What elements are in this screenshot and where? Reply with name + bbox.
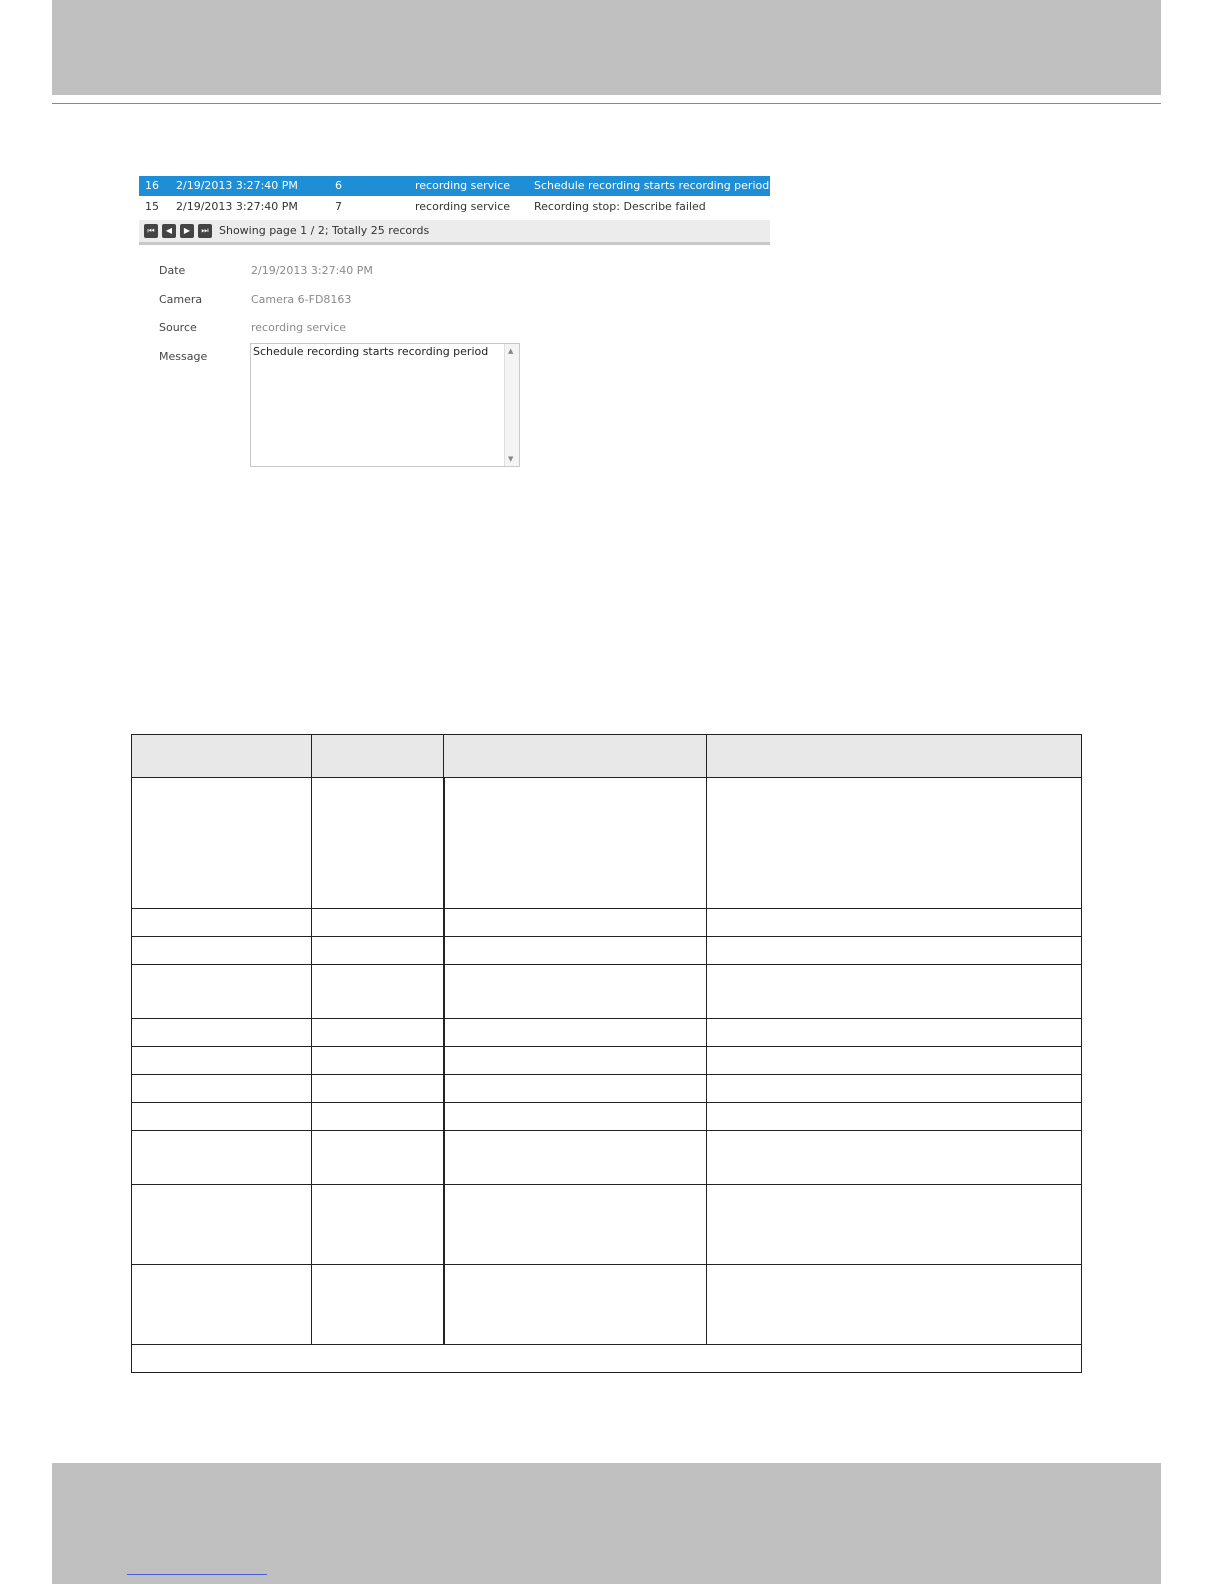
table-cell bbox=[132, 937, 312, 965]
table-cell bbox=[444, 965, 707, 1019]
table-cell bbox=[444, 937, 707, 965]
table-row bbox=[132, 1103, 1082, 1131]
table-cell bbox=[707, 1131, 1082, 1185]
table-cell bbox=[707, 1103, 1082, 1131]
next-page-icon[interactable]: ▶ bbox=[180, 224, 194, 238]
table-cell bbox=[312, 1075, 444, 1103]
first-page-icon[interactable]: ⏮ bbox=[144, 224, 158, 238]
table-cell bbox=[132, 909, 312, 937]
scroll-up-icon[interactable]: ▲ bbox=[508, 347, 514, 355]
table-cell bbox=[444, 1075, 707, 1103]
table-cell bbox=[707, 1019, 1082, 1047]
event-message: Schedule recording starts recording period bbox=[534, 179, 770, 192]
event-date: 2/19/2013 3:27:40 PM bbox=[176, 200, 298, 213]
event-source: recording service bbox=[415, 200, 511, 213]
event-message: Recording stop: Describe failed bbox=[534, 200, 706, 213]
table-cell bbox=[312, 1185, 444, 1265]
table-cell bbox=[312, 1265, 444, 1345]
pager-bar bbox=[139, 220, 770, 245]
event-camera: 6 bbox=[335, 179, 342, 192]
camera-label: Camera bbox=[159, 293, 203, 306]
table-cell bbox=[707, 937, 1082, 965]
footer-link-underline[interactable] bbox=[127, 1574, 267, 1575]
table-cell bbox=[132, 1047, 312, 1075]
table-row bbox=[132, 1131, 1082, 1185]
footer-band bbox=[52, 1463, 1161, 1584]
table-header-cell bbox=[707, 735, 1082, 778]
table-cell bbox=[444, 909, 707, 937]
table-footer-cell bbox=[132, 1345, 1082, 1373]
table-row bbox=[132, 1265, 1082, 1345]
header-band bbox=[52, 0, 1161, 95]
pager-status: Showing page 1 / 2; Totally 25 records bbox=[219, 224, 430, 237]
previous-page-icon[interactable]: ◀ bbox=[162, 224, 176, 238]
message-label: Message bbox=[159, 350, 208, 363]
event-table bbox=[131, 734, 1082, 1373]
event-id: 16 bbox=[145, 179, 159, 192]
table-cell bbox=[312, 937, 444, 965]
table-header-cell bbox=[132, 735, 312, 778]
source-label: Source bbox=[159, 321, 197, 334]
table-cell bbox=[707, 965, 1082, 1019]
table-cell bbox=[132, 1265, 312, 1345]
header-rule bbox=[52, 103, 1161, 104]
table-cell bbox=[312, 1103, 444, 1131]
scroll-down-icon[interactable]: ▼ bbox=[508, 455, 514, 463]
table-cell bbox=[312, 1019, 444, 1047]
table-cell bbox=[312, 909, 444, 937]
source-value: recording service bbox=[251, 321, 347, 334]
table-cell bbox=[132, 1019, 312, 1047]
message-textarea[interactable] bbox=[250, 343, 520, 467]
table-header-row bbox=[132, 735, 1082, 778]
table-cell bbox=[132, 1103, 312, 1131]
table-cell bbox=[707, 778, 1082, 909]
table-cell bbox=[707, 1047, 1082, 1075]
table-cell bbox=[707, 909, 1082, 937]
date-label: Date bbox=[159, 264, 186, 277]
table-cell bbox=[444, 778, 707, 909]
event-date: 2/19/2013 3:27:40 PM bbox=[176, 179, 298, 192]
event-row[interactable] bbox=[139, 197, 770, 217]
message-scrollbar[interactable] bbox=[504, 344, 519, 466]
table-cell bbox=[707, 1265, 1082, 1345]
table-cell bbox=[444, 1103, 707, 1131]
table-row bbox=[132, 1019, 1082, 1047]
table-cell bbox=[312, 1047, 444, 1075]
table-cell bbox=[444, 1185, 707, 1265]
event-id: 15 bbox=[145, 200, 159, 213]
last-page-icon[interactable]: ⏭ bbox=[198, 224, 212, 238]
table-cell bbox=[132, 965, 312, 1019]
table-cell bbox=[444, 1047, 707, 1075]
table-row bbox=[132, 965, 1082, 1019]
table-row bbox=[132, 1047, 1082, 1075]
table-cell bbox=[444, 1131, 707, 1185]
camera-value: Camera 6-FD8163 bbox=[251, 293, 352, 306]
table-row bbox=[132, 909, 1082, 937]
table-row bbox=[132, 1075, 1082, 1103]
event-row-selected[interactable] bbox=[139, 176, 770, 196]
table-cell bbox=[312, 1131, 444, 1185]
message-value: Schedule recording starts recording period bbox=[253, 345, 489, 358]
event-log-screenshot bbox=[139, 176, 770, 474]
table-cell bbox=[312, 778, 444, 909]
table-cell bbox=[132, 1075, 312, 1103]
table-cell bbox=[132, 778, 312, 909]
table-cell bbox=[444, 1265, 707, 1345]
table-row bbox=[132, 937, 1082, 965]
table-row bbox=[132, 778, 1082, 909]
table-cell bbox=[132, 1131, 312, 1185]
date-value: 2/19/2013 3:27:40 PM bbox=[251, 264, 373, 277]
event-camera: 7 bbox=[335, 200, 342, 213]
event-source: recording service bbox=[415, 179, 511, 192]
table-cell bbox=[444, 1019, 707, 1047]
table-cell bbox=[312, 965, 444, 1019]
table-header-cell bbox=[312, 735, 444, 778]
table-cell bbox=[132, 1185, 312, 1265]
table-footer-row bbox=[132, 1345, 1082, 1373]
table-row bbox=[132, 1185, 1082, 1265]
table-cell bbox=[707, 1185, 1082, 1265]
table-header-cell bbox=[444, 735, 707, 778]
table-cell bbox=[707, 1075, 1082, 1103]
